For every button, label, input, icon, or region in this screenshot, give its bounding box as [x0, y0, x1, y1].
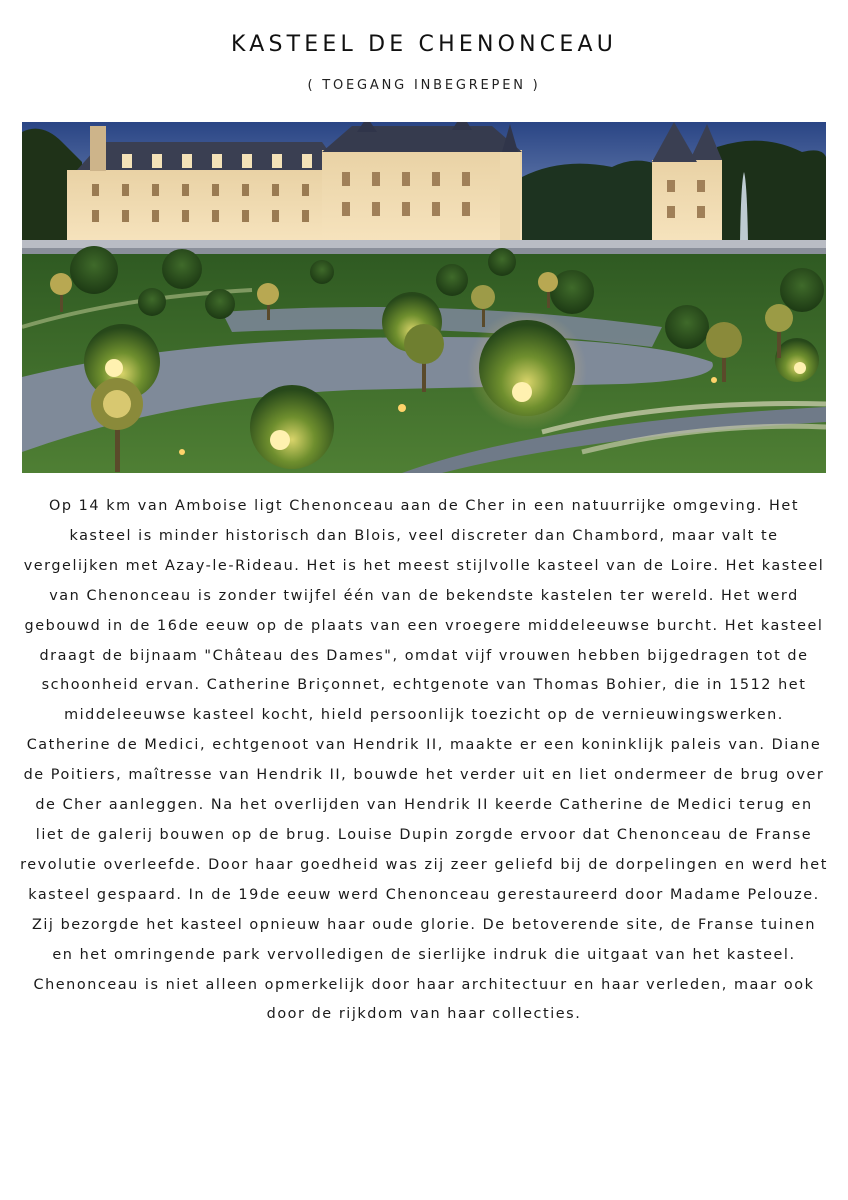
page-subtitle: ( TOEGANG INBEGREPEN ) — [307, 78, 541, 93]
castle-photo — [22, 122, 826, 473]
description-paragraph: Op 14 km van Amboise ligt Chenonceau aan de Cher in een natuurrijke omgeving. Het kasteel is minder historisch dan Blois, veel discreter dan Chambord, maar valt te vergelijken met Azay-le-Rideau. Het is het meest stijlvolle kasteel van de Loire. Het kasteel van Chenonceau is zonder twijfel één van de bekendste kastelen ter wereld. Het werd gebouwd in de 16de eeuw op de plaats van een vroegere middeleeuwse burcht. Het kasteel draagt de bijnaam "Château des Dames", omdat vijf vrouwen hebben bijgedragen tot de schoonheid ervan. Catherine Briçonnet, echtgenote van Thomas Bohier, die in 1512 het middeleeuwse kasteel kocht, hield persoonlijk toezicht op de vernieuwingswerken. Catherine de Medici, echtgenoot van Hendrik II, maakte er een koninklijk paleis van. Diane de Poitiers, maîtresse van Hendrik II, bouwde het verder uit en liet ondermeer de brug over de Cher aanleggen. Na het overlijden van Hendrik II keerde Catherine de Medici terug en liet de galerij bouwen op de brug. Louise Dupin zorgde ervoor dat Chenonceau de Franse revolutie overleefde. Door haar goedheid was zij zeer geliefd bij de dorpelingen en werd het kasteel gespaard. In de 19de eeuw werd Chenonceau gerestaureerd door Madame Pelouze. Zij bezorgde het kasteel opnieuw haar oude glorie. De betoverende site, de Franse tuinen en het omringende park vervolledigen de sierlijke indruk die uitgaat van het kasteel. Chenonceau is niet alleen opmerkelijk door haar architectuur en haar verleden, maar ook door de rijkdom van haar collecties. — [20, 498, 828, 1023]
page-title: KASTEEL DE CHENONCEAU — [230, 32, 618, 57]
